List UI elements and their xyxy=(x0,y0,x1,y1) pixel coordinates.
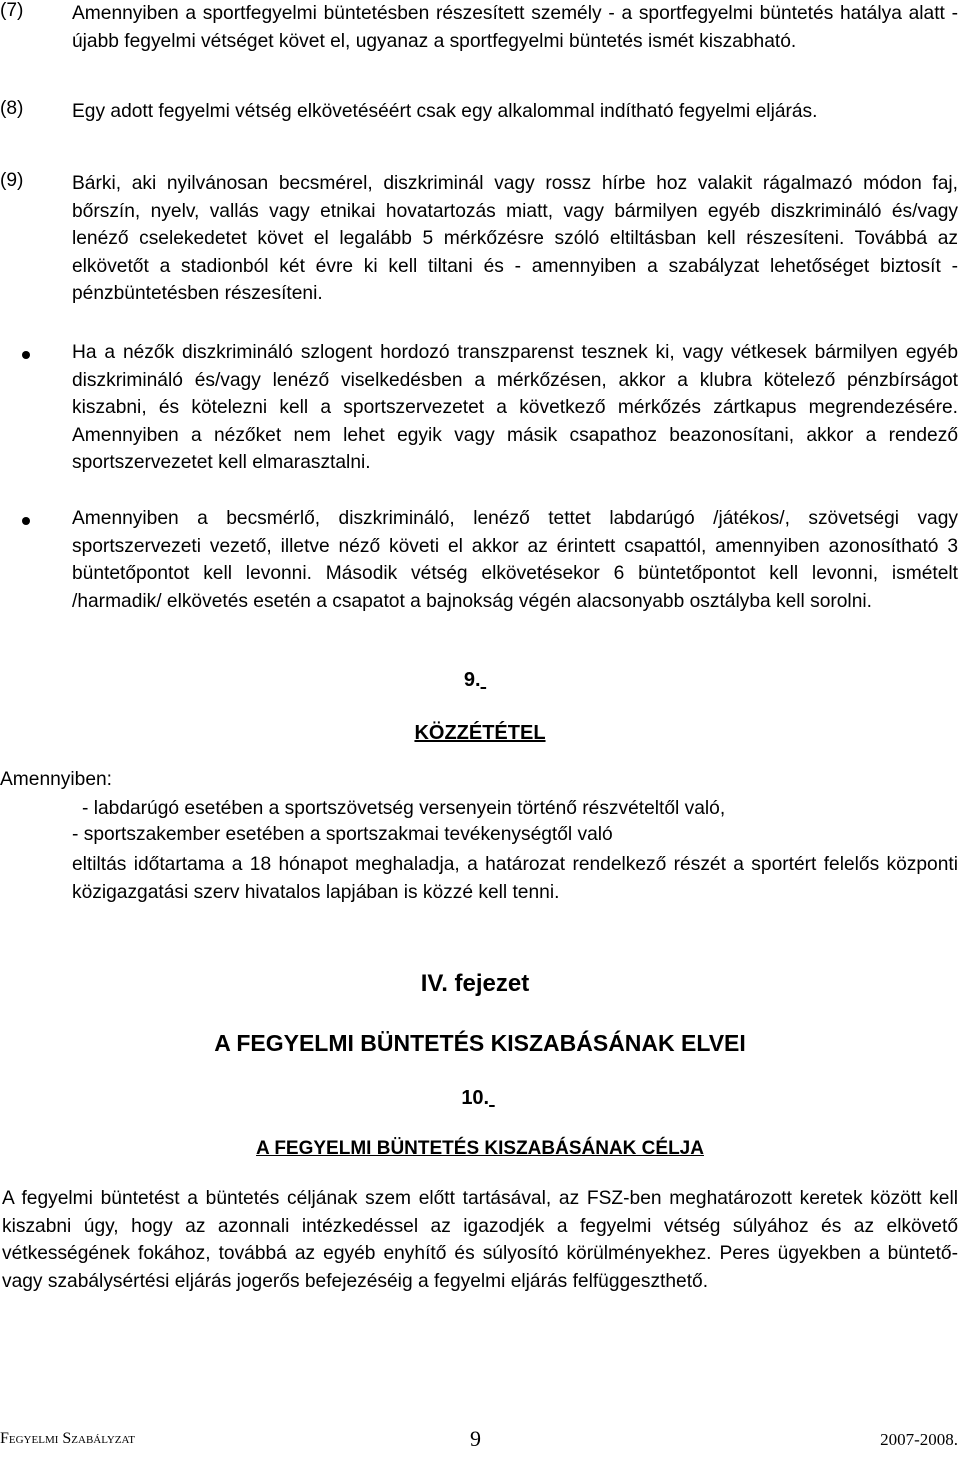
footer-title: Fegyelmi Szabályzat xyxy=(0,1430,135,1447)
section-10-number: 10. xyxy=(461,1087,490,1109)
paragraph-text: Egy adott fegyelmi vétség elkövetéséért csak egy alkalommal indítható fegyelmi eljárás. xyxy=(72,101,818,122)
paragraph-number: (9) xyxy=(0,170,24,191)
publication-intro: Amennyiben: xyxy=(0,769,112,790)
paragraph-text: Bárki, aki nyilvánosan becsmérel, diszkriminál vagy rossz hírbe hoz valakit rágalmazó módon faj, bőrszín, nyelv, vallás vagy etnikai hovatartozás miatt, vagy bármilyen egyéb diszkrimináló és/vagy lenéző cselekedetet követ el legalább 5 mérkőzésre szóló eltiltásban kell részesíteni. Továbbá az elkövetőt a stadionból két évre ki kell tiltani és - amennyiben a szabályzat lehetőséget biztosít - pénzbüntetésben részesíteni. xyxy=(72,173,958,305)
bullet-icon xyxy=(22,517,30,525)
section-10-title: A FEGYELMI BÜNTETÉS KISZABÁSÁNAK CÉLJA xyxy=(256,1138,704,1159)
paragraph-number: (8) xyxy=(0,98,24,119)
publication-text: eltiltás időtartama a 18 hónapot meghaladja, a határozat rendelkező részét a sportért felelős központi közigazgatási szerv hivatalos lapjában is közzé kell tenni. xyxy=(72,854,958,903)
bullet-text: Amennyiben a becsmérlő, diszkrimináló, lenéző tettet labdarúgó /játékos/, szövetségi vagy sportszervezeti vezető, illetve néző követi el akkor az érintett csapattól, amennyiben azonosítható 3 büntetőpontot kell levonni. Második vétség elkövetésekor 6 büntetőpontot kell levonni, ismételt /harmadik/ elkövetés esetén a csapatot a bajnokság végén alacsonyabb osztályba kell sorolni. xyxy=(72,508,958,612)
section-9-title: KÖZZÉTÉTEL xyxy=(414,722,546,744)
paragraph-8 xyxy=(0,98,958,154)
page-footer xyxy=(0,1426,958,1459)
publication-line-1: - labdarúgó esetében a sportszövetség versenyein történő részvételtől való, xyxy=(82,798,726,819)
publication-line-2: - sportszakember esetében a sportszakmai tevékenységtől való xyxy=(72,824,613,845)
paragraph-text: Amennyiben a sportfegyelmi büntetésben részesített személy - a sportfegyelmi büntetés hatálya alatt - újabb fegyelmi vétséget követ el, ugyanaz a sportfegyelmi büntetés ismét kiszabható. xyxy=(72,3,958,52)
section-9-number: 9. xyxy=(463,669,481,691)
bullet-icon xyxy=(22,351,30,359)
bullet-text: Ha a nézők diszkrimináló szlogent hordozó transzparenst tesznek ki, vagy vétkesek bármilyen egyéb diszkrimináló és/vagy lenéző viselkedésben a mérkőzésen, akkor a klubra kötelező pénzbírságot kiszabni, és kötelezni kell a sportszervezetet a következő mérkőzés zártkapus megrendezésére. Amennyiben a nézőket nem lehet egyik vagy másik csapathoz beazonosítani, akkor a rendező sportszervezetet kell elmarasztalni. xyxy=(72,342,958,474)
paragraph-number: (7) xyxy=(0,0,24,21)
chapter-number: IV. fejezet xyxy=(420,970,530,997)
chapter-title: A FEGYELMI BÜNTETÉS KISZABÁSÁNAK ELVEI xyxy=(214,1030,746,1056)
paragraph-9 xyxy=(0,170,958,336)
page-number: 9 xyxy=(470,1426,481,1451)
paragraph-7 xyxy=(0,0,958,83)
section-10-text: A fegyelmi büntetést a büntetés céljának szem előtt tartásával, az FSZ-ben meghatározott keretek között kell kiszabni úgy, hogy az azonnali intézkedéssel az igazodjék a fegyelmi vétség súlyához és az elkövető vétkességének fokához, továbbá az egyéb enyhítő és súlyosító körülményekhez. Peres ügyekben a büntető-vagy szabálysértési eljárás jogerős befejezéséig a fegyelmi eljárás felfüggeszthető. xyxy=(2,1188,958,1292)
bullet-item-penalty-points xyxy=(0,505,958,645)
bullet-item-spectators xyxy=(0,339,958,505)
footer-year: 2007-2008. xyxy=(880,1430,958,1449)
